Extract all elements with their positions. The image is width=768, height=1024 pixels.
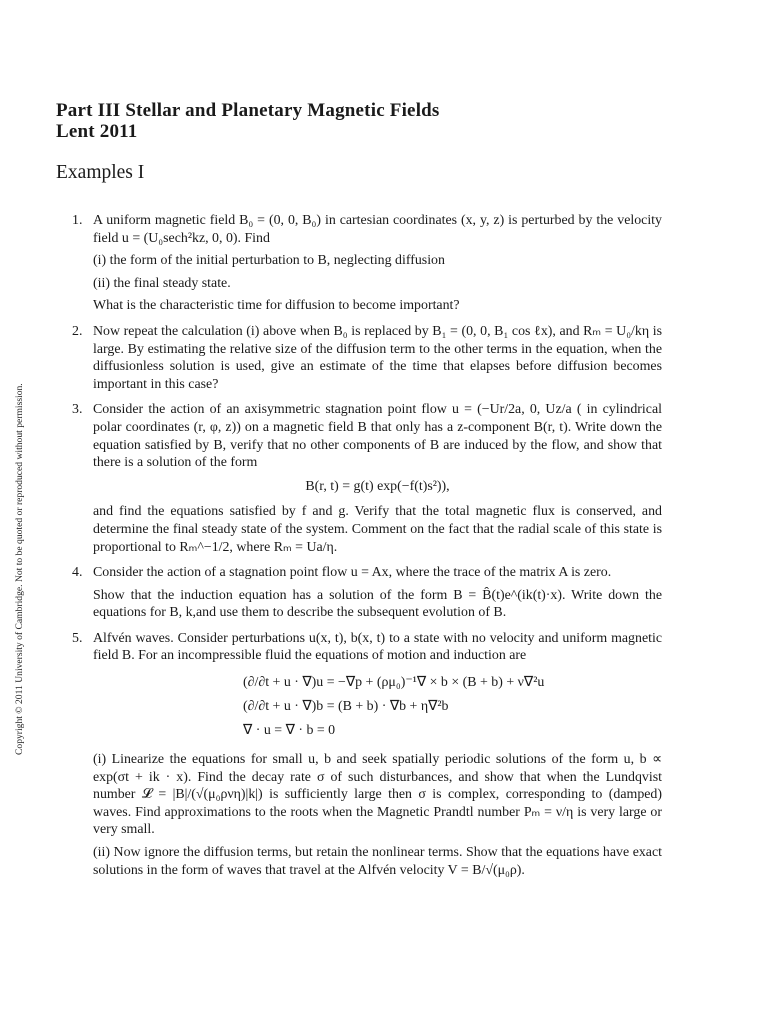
problem-text: A uniform magnetic field B₀ = (0, 0, B₀) in cartesian coordinates (x, y, z) is perturbed by the velocity field u = (U₀sech²kz, 0, 0). Find — [93, 213, 662, 246]
problem-2 — [72, 323, 662, 393]
problem-list — [72, 212, 662, 887]
problem-text: (i) Linearize the equations for small u, b and seek spatially periodic solutions of the form u, b ∝ exp(σt + ik · x). Find the decay rate σ of such disturbances, and show that when the Lundqvist number 𝓛 = |B|/(√(μ₀ρνη)|k|) is sufficiently large then σ is complex, corresponding to (damped) waves. Find approximations to the roots when the Magnetic Prandtl number Pₘ = ν/η is very large or very small. — [93, 752, 662, 838]
problem-text: and find the equations satisfied by f and g. Verify that the total magnetic flux is conserved, and determine the final steady state of the system. Comment on the fact that the radial scale of this state is proportional to Rₘ^−1/2, where Rₘ = Ua/η. — [93, 504, 662, 555]
problem-text: Show that the induction equation has a solution of the form B = B̂(t)e^(ik(t)·x). Write down the equations for B, k,and use them to describe the subsequent evolution of B. — [93, 587, 662, 621]
problem-3 — [72, 401, 662, 556]
momentum-equation: (∂/∂t + u · ∇)u = −∇p + (ρμ₀)⁻¹∇ × b × (B + b) + ν∇²u — [243, 675, 545, 691]
problem-text: (ii) the final steady state. — [93, 275, 231, 291]
problem-number: 3. — [72, 402, 83, 418]
induction-equation: (∂/∂t + u · ∇)b = (B + b) · ∇b + η∇²b — [243, 699, 449, 715]
problem-number: 5. — [72, 630, 83, 646]
problem-text: (i) the form of the initial perturbation to B, neglecting diffusion — [93, 253, 445, 269]
problem-text: Alfvén waves. Consider perturbations u(x, t), b(x, t) to a state with no velocity and uniform magnetic field B. For an incompressible fluid the equations of motion and induction are — [93, 630, 662, 664]
problem-text: Now repeat the calculation (i) above when B₀ is replaced by B₁ = (0, 0, B₁ cos ℓx), and Rₘ = U₀/kη is large. By estimating the relative size of the diffusion term to the other terms in the equation, when the diffusionless solution is used, give an estimate of the time that elapses before diffusion becomes important in this case? — [93, 323, 662, 392]
equation-system — [243, 671, 662, 743]
copyright-notice: Copyright © 2011 University of Cambridge. Not to be quoted or reproduced without permission. — [14, 383, 25, 755]
problem-text: What is the characteristic time for diffusion to become important? — [93, 298, 460, 314]
display-equation: B(r, t) = g(t) exp(−f(t)s²)), — [305, 478, 450, 494]
divergence-equation: ∇ · u = ∇ · b = 0 — [243, 723, 336, 739]
problem-5 — [72, 630, 662, 879]
document-title — [56, 100, 716, 142]
problem-number: 2. — [72, 323, 83, 339]
title-line-1: Part III Stellar and Planetary Magnetic Fields — [56, 100, 440, 121]
problem-number: 4. — [72, 565, 83, 581]
problem-text: Consider the action of an axisymmetric stagnation point flow u = (−Ur/2a, 0, Uz/a ( in cylindrical polar coordinates (r, φ, z)) on a magnetic field B that only has a z-component B(r, t). Write down the equation satisfied by B, verify that no other components of B are induced by the flow, and show that there is a solution of the form — [93, 402, 662, 471]
problem-text: (ii) Now ignore the diffusion terms, but retain the nonlinear terms. Show that the equations have exact solutions in the form of waves that travel at the Alfvén velocity V = B/√(μ₀ρ). — [93, 845, 662, 878]
problem-text: Consider the action of a stagnation point flow u = Ax, where the trace of the matrix A is zero. — [93, 565, 612, 581]
examples-heading: Examples I — [56, 162, 145, 183]
problem-4 — [72, 564, 662, 622]
title-line-2: Lent 2011 — [56, 121, 138, 142]
problem-number: 1. — [72, 213, 83, 228]
problem-1 — [72, 212, 662, 315]
